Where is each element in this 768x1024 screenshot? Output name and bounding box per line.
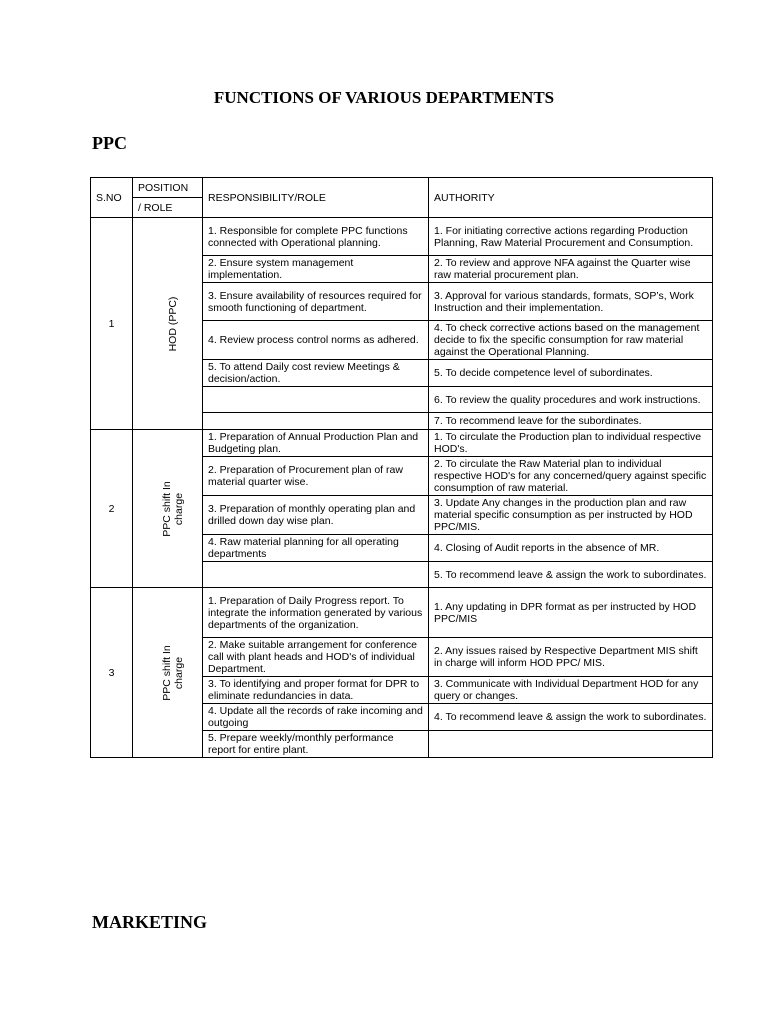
- header-responsibility: RESPONSIBILITY/ROLE: [203, 178, 429, 218]
- section-heading-ppc: PPC: [92, 133, 127, 153]
- position-cell: [133, 430, 203, 588]
- responsibility-cell: 3. Preparation of monthly operating plan and drilled down day wise plan.: [203, 496, 429, 535]
- header-sno: S.NO: [91, 178, 133, 218]
- authority-cell: 5. To decide competence level of subordinates.: [429, 360, 713, 387]
- authority-cell: 3. Update Any changes in the production plan and raw material specific consumption as per instructed by HOD PPC/MIS.: [429, 496, 713, 535]
- authority-cell: [429, 731, 713, 758]
- section-heading-marketing: MARKETING: [92, 912, 208, 932]
- responsibility-cell: [203, 562, 429, 588]
- authority-cell: 7. To recommend leave for the subordinates.: [429, 413, 713, 430]
- sno-cell: 2: [91, 430, 133, 588]
- responsibility-cell: 2. Make suitable arrangement for conference call with plant heads and HOD's of individual Department.: [203, 638, 429, 677]
- responsibility-cell: 1. Preparation of Annual Production Plan and Budgeting plan.: [203, 430, 429, 457]
- authority-cell: 2. To circulate the Raw Material plan to individual respective HOD's for any concerned/query against specific consumption of raw material.: [429, 457, 713, 496]
- responsibility-cell: 3. To identifying and proper format for DPR to eliminate redundancies in data.: [203, 677, 429, 704]
- position-cell: [133, 588, 203, 758]
- responsibility-cell: 3. Ensure availability of resources required for smooth functioning of department.: [203, 283, 429, 321]
- table-row: [91, 218, 713, 256]
- page-title: FUNCTIONS OF VARIOUS DEPARTMENTS: [213, 88, 555, 107]
- authority-cell: 4. To recommend leave & assign the work to subordinates.: [429, 704, 713, 731]
- responsibility-cell: 4. Raw material planning for all operating departments: [203, 535, 429, 562]
- position-label: PPC shift In charge: [161, 480, 185, 537]
- authority-cell: 4. To check corrective actions based on the management decide to fix the specific consumption for raw material against the Operational Planning.: [429, 321, 713, 360]
- sno-cell: 3: [91, 588, 133, 758]
- authority-cell: 5. To recommend leave & assign the work to subordinates.: [429, 562, 713, 588]
- responsibility-table: [90, 177, 713, 758]
- header-authority: AUTHORITY: [429, 178, 713, 218]
- authority-cell: 3. Approval for various standards, formats, SOP’s, Work Instruction and their implementation.: [429, 283, 713, 321]
- header-row: [91, 178, 713, 198]
- table-row: [91, 588, 713, 638]
- authority-cell: 1. To circulate the Production plan to individual respective HOD's.: [429, 430, 713, 457]
- header-position-top: POSITION: [133, 178, 203, 198]
- position-label: PPC shift In charge: [161, 644, 185, 701]
- position-label: HOD (PPC): [167, 296, 179, 351]
- table-body: [91, 218, 713, 758]
- responsibility-cell: 5. To attend Daily cost review Meetings & decision/action.: [203, 360, 429, 387]
- responsibility-cell: 1. Preparation of Daily Progress report. To integrate the information generated by various departments of the organization.: [203, 588, 429, 638]
- table-header: [91, 178, 713, 218]
- responsibility-cell: [203, 413, 429, 430]
- position-cell: [133, 218, 203, 430]
- authority-cell: 3. Communicate with Individual Department HOD for any query or changes.: [429, 677, 713, 704]
- table-row: [91, 430, 713, 457]
- responsibility-cell: 4. Review process control norms as adhered.: [203, 321, 429, 360]
- authority-cell: 4. Closing of Audit reports in the absence of MR.: [429, 535, 713, 562]
- sno-cell: 1: [91, 218, 133, 430]
- header-position-bottom: / ROLE: [133, 198, 203, 218]
- authority-cell: 2. To review and approve NFA against the Quarter wise raw material procurement plan.: [429, 256, 713, 283]
- responsibility-cell: [203, 387, 429, 413]
- authority-cell: 1. For initiating corrective actions regarding Production Planning, Raw Material Procurement and Consumption.: [429, 218, 713, 256]
- authority-cell: 2. Any issues raised by Respective Department MIS shift in charge will inform HOD PPC/ MIS.: [429, 638, 713, 677]
- authority-cell: 1. Any updating in DPR format as per instructed by HOD PPC/MIS: [429, 588, 713, 638]
- responsibility-cell: 1. Responsible for complete PPC functions connected with Operational planning.: [203, 218, 429, 256]
- responsibility-cell: 5. Prepare weekly/monthly performance report for entire plant.: [203, 731, 429, 758]
- responsibility-cell: 2. Preparation of Procurement plan of raw material quarter wise.: [203, 457, 429, 496]
- responsibility-cell: 4. Update all the records of rake incoming and outgoing: [203, 704, 429, 731]
- authority-cell: 6. To review the quality procedures and work instructions.: [429, 387, 713, 413]
- responsibility-cell: 2. Ensure system management implementation.: [203, 256, 429, 283]
